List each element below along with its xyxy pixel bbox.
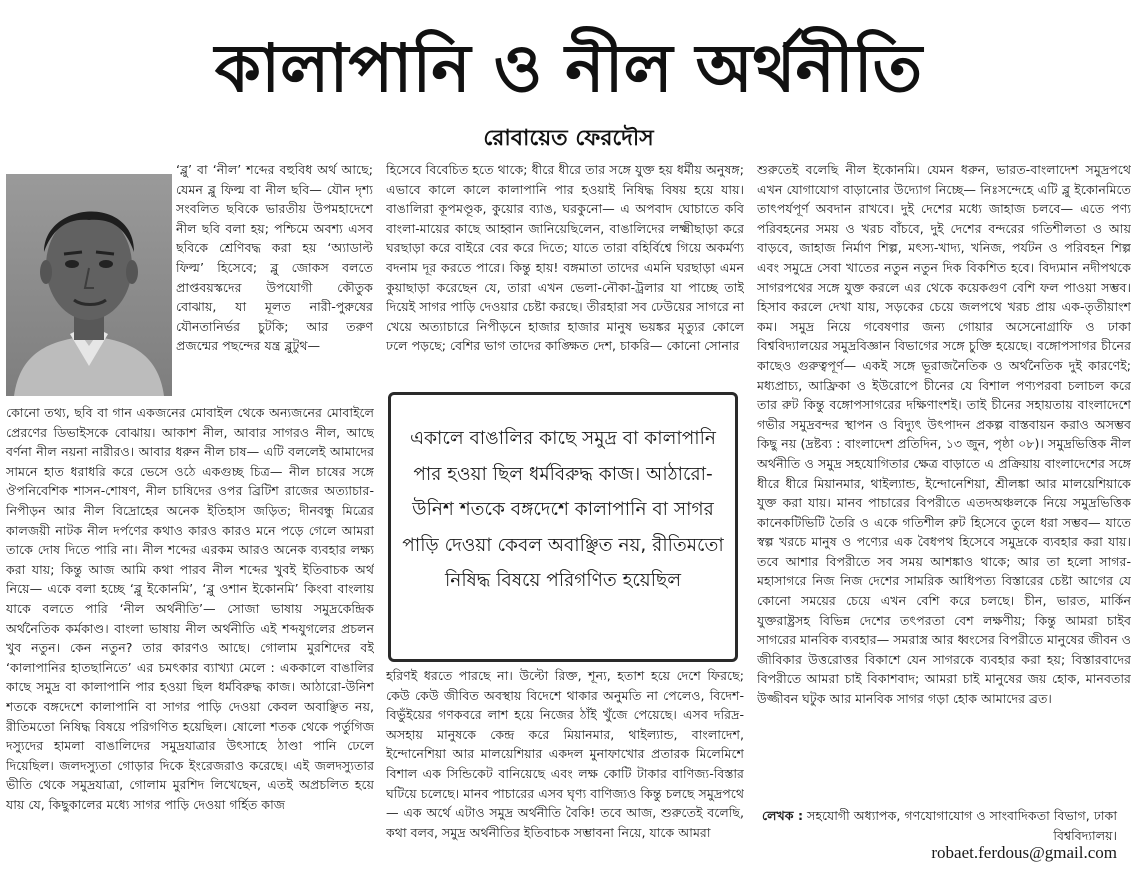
article-paragraph: কোনো তথ্য, ছবি বা গান একজনের মোবাইল থেকে অন্যজনের মোবাইলে প্রেরণের ডিভাইসকে বোঝায়। আকাশ নীল, আবার সাগরও নীল, আছে বর্ণনা নীল নয়না নারীরও। আবার ধরুন নীল চাষ— এটি বললেই আমাদের সামনে হাত ধরাধরি করে ভেসে ওঠে একগুচ্ছ চিত্র— নীল চাষের সঙ্গে ঔপনিবেশিক শাসন-শোষণ, নীল চাষিদের ওপর ব্রিটিশ রাজের অত্যাচার-নিপীড়ন আর নীল বিদ্রোহের অনেক ইতিহাস জড়িত; দীনবন্ধু মিত্রের কালজয়ী নাটক নীল দর্পণের কথাও কারও কারও মনে পড়ে গেলে আমরা তাকে দোষ দিতে পারি না। নীল শব্দের এরকম আরও অনেক ব্যবহার লক্ষ্য করা যায়; কিন্তু আজ আমি কথা পারব নীল শব্দের খুবই ইতিবাচক অর্থ নিয়ে— একে বলা হচ্ছে ‘ব্লু ইকোনমি’, ‘ব্লু ওশান ইকোনমি’ কিংবা বাংলায় যাকে বলতে পারি ‘নীল অর্থনীতি’— সোজা ভাষায় সমুদ্রকেন্দ্রিক অর্থনৈতিক কর্মকাণ্ড। বাংলা ভাষায় নীল অর্থনীতি এই শব্দযুগলের প্রচলন খুব নতুন। কেন নতুন? তার কারণও আছে। গোলাম মুরশিদের বই ‘কালাপানির হাতছানিতে’ এর চমৎকার ব্যাখ্যা মেলে : এককালে বাঙালির কাছে সমুদ্র বা কালাপানি পার হওয়া ছিল ধর্মবিরুদ্ধ কাজ। আঠারো-উনিশ শতকে বঙ্গদেশে কালাপানি বা সাগর পাড়ি দেওয়া কেবল অবাঞ্ছিত নয়, রীতিমতো নিষিদ্ধ বিষয়ে পরিগণিত হয়েছিল। ষোলো শতক থেকে পর্তুগিজ দস্যুদের হামলা বাঙালিদের সমুদ্রযাত্রার উৎসাহে ঠাণ্ডা পানি ঢেলে দিয়েছিল। জলদস্যুতা গোড়ার দিকে ইংরেজরাও করেছে। এই জলদস্যুতার ভীতি থেকে সমুদ্রযাত্রা, গোলাম মুরশিদ লিখেছেন, এতই অপ্রচলিত হয়ে যায় যে, কিছুকালের মধ্যে সাগর পাড়ি দেওয়া গর্হিত কাজ [6, 405, 374, 812]
article-column-2-top [386, 160, 744, 392]
pull-quote-box [388, 392, 738, 662]
author-photo [6, 174, 172, 396]
article-column-1-bottom [6, 403, 374, 873]
article-paragraph: ‘ব্লু’ বা ‘নীল’ শব্দের বহুবিধ অর্থ আছে; যেমন ব্লু ফিল্ম বা নীল ছবি— যৌন দৃশ্য সংবলিত ছবিকে ভারতীয় উপমহাদেশে নীল ছবি বলা হয়; পশ্চিমে অবশ্য এসব ছবিকে শ্রেণিবদ্ধ করা হয় ‘অ্যাডাল্ট ফিল্ম’ হিসেবে; ব্লু জোকস বলতে প্রাপ্তবয়স্কদের উপযোগী কৌতুক বোঝায়, যা মূলত নারী-পুরুষের যৌনতানির্ভর চুটকি; আর তরুণ প্রজন্মের পছন্দের যন্ত্র ব্লুটুথ— [176, 162, 373, 354]
article-paragraph: শুরুতেই বলেছি নীল ইকোনমি। যেমন ধরুন, ভারত-বাংলাদেশ সমুদ্রপথে এখন যোগাযোগ বাড়ানোর উদ্যোগ নিচ্ছে— নিঃসন্দেহে এটি ব্লু ইকোনমিতে তাৎপর্যপূর্ণ অবদান রাখবে। দুই দেশের মধ্যে জাহাজ চলবে— এতে পণ্য পরিবহনের সময় ও খরচ বাঁচবে, দুই দেশের বন্দরের গতিশীলতা ও আয় বাড়বে, জাহাজ নির্মাণ শিল্প, মৎস্য-খাদ্য, খনিজ, পর্যটন ও পরিবহন শিল্প এবং সমুদ্রে সেবা খাতের নতুন নতুন দিক বিকশিত হবে। বিদ্যমান নদীপথকে সাগরপথের সঙ্গে যুক্ত করলে এর থেকে কয়েকগুণ বেশি ফল পাওয়া সম্ভব। হিসাব করলে দেখা যায়, সড়কের চেয়ে জলপথে খরচ প্রায় এক-তৃতীয়াংশ কম। সমুদ্র নিয়ে গবেষণার জন্য গোয়ার অসেনোগ্রাফি ও ঢাকা বিশ্ববিদ্যালয়ের সমুদ্রবিজ্ঞান বিভাগের সঙ্গে চুক্তি হয়েছে। বঙ্গোপসাগর চীনের কাছেও গুরুত্বপূর্ণ— একই সঙ্গে ভূরাজনৈতিক ও অর্থনৈতিক দুই কারণেই; মধ্যপ্রাচ্য, আফ্রিকা ও ইউরোপে চীনের যে বিশাল পণ্যপরবা চলাচল করে তার রুট কিন্তু বঙ্গোপসাগরের দক্ষিণাংশই। তাই চীনের সহায়তায় বাংলাদেশে গভীর সমুদ্রবন্দর স্থাপন ও বিদ্যুৎ উৎপাদন প্রকল্প বাস্তবায়ন করাও অসম্ভব কিছু নয় (দ্রষ্টব্য : বাংলাদেশ প্রতিদিন, ১৩ জুন, পৃষ্ঠা ০৮)। সমুদ্রভিত্তিক নীল অর্থনীতি ও সমুদ্র সহযোগিতার ক্ষেত্র বাড়াতে এ প্রক্রিয়ায় বাংলাদেশের সঙ্গে ধীরে ধীরে মিয়ানমার, থাইল্যান্ড, ইন্দোনেশিয়া, শ্রীলঙ্কা আর মালয়েশিয়াকে যুক্ত করা যায়। মানব পাচারের বিপরীতে এতদঅঞ্চলকে নিয়ে সমুদ্রভিত্তিক কানেকটিভিটি তৈরি ও একে গতিশীল রুট হিসেবে তুলে ধরা সম্ভব— যাতে স্বল্প খরচে মানুষ ও পণ্যের এক বৈধপথ হিসেবে সমুদ্রকে ব্যবহার করা যায়। তবে আশার বিপরীতে সব সময় আশঙ্কাও থাকে; আর তা হলো সাগর-মহাসাগরে নিজ নিজ দেশের সামরিক আধিপত্য বিস্তারের চেষ্টা আগের যে কোনো সময়ের চেয়ে এখন বেশি করে চলছে। চীন, ভারত, মার্কিন যুক্তরাষ্ট্রসহ বিভিন্ন দেশের তৎপরতা বেশ লক্ষণীয়; কিন্তু আমরা চাইব সাগরের মানবিক ব্যবহার— সমরাস্ত্র আর ধ্বংসের বিপরীতে মানুষের জীবন ও জীবিকার উত্তরোত্তর বিকাশে যেন সাগরকে ব্যবহার করা হয়; বিস্তারবাদের বিপরীতে আমরা চাই বিকাশবাদ; আমরা চাই মানুষের জয় হোক, মানবতার উজ্জীবন ঘটুক আর মানবিক সাগর গড়া হোক আমাদের ব্রত। [757, 162, 1131, 707]
author-email[interactable]: robaet.ferdous@gmail.com [931, 843, 1117, 862]
article-column-1-top [176, 160, 373, 404]
author-credit [757, 806, 1117, 845]
article-title: কালাপানি ও নীল অর্থনীতি [214, 30, 923, 107]
pull-quote: একালে বাঙালির কাছে সমুদ্র বা কালাপানি পার হওয়া ছিল ধর্মবিরুদ্ধ কাজ। আঠারো-উনিশ শতকে বঙ্গদেশে কালাপানি বা সাগর পাড়ি দেওয়া কেবল অবাঞ্ছিত নয়, রীতিমতো নিষিদ্ধ বিষয়ে পরিগণিত হয়েছিল [402, 428, 724, 591]
article-column-2-bottom [386, 666, 744, 873]
credit-text: সহযোগী অধ্যাপক, গণযোগাযোগ ও সাংবাদিকতা বিভাগ, ঢাকা বিশ্ববিদ্যালয়। [807, 808, 1117, 843]
article-paragraph: হিসেবে বিবেচিত হতে থাকে; ধীরে ধীরে তার সঙ্গে যুক্ত হয় ধর্মীয় অনুষঙ্গ; এভাবে কালে কালে কালাপানি পার হওয়াই নিষিদ্ধ বিষয় হয়ে যায়। বাঙালিরা কূপমণ্ডূক, কুয়োর ব্যাঙ, ঘরকুনো— এ অপবাদ ঘোচাতে কবি বাংলা-মায়ের কাছে আহ্বান জানিয়েছিলেন, বাঙালিদের লক্ষ্মীছাড়া করে ঘরছাড়া করে বাইরে বের করে দিতে; যাতে তারা বহির্বিশ্বে গিয়ে অকর্মণ্য বদনাম দূর করতে পারে। কিন্তু হায়! বঙ্গমাতা তাদের এমনি ঘরছাড়া এমন কুয়াছাড়া করেছেন যে, তারা এখন ভেলা-নৌকা-ট্রলার যা পাচ্ছে তাই দিয়েই সাগর পাড়ি দেওয়ার চেষ্টা করছে। তীরহারা সব ঢেউয়ের সাগরে না খেয়ে অত্যাচারে নিপীড়নে হাজার হাজার মানুষ ভয়ঙ্কর মৃত্যুর কোলে ঢলে পড়ছে; বেশির ভাগ তাদের কাঙ্ক্ষিত দেশ, চাকরি— কোনো সোনার [386, 162, 744, 354]
article-paragraph: হরিণই ধরতে পারছে না। উল্টো রিক্ত, শূন্য, হতাশ হয়ে দেশে ফিরছে; কেউ কেউ জীবিত অবস্থায় বিদেশে থাকার অনুমতি না পেলেও, বিদেশ-বিভুঁইয়ের গণকবরে লাশ হয়ে নিজের ঠাঁই খুঁজে পেয়েছে। এসব দরিদ্র-অসহায় মানুষকে কেন্দ্র করে মিয়ানমার, থাইল্যান্ড, বাংলাদেশ, ইন্দোনেশিয়া আর মালয়েশিয়ার একদল মুনাফাখোর প্রতারক মিলেমিশে বিশাল এক সিন্ডিকেট বানিয়েছে এবং লক্ষ কোটি টাকার বাণিজ্য-বিস্তার ঘটিয়ে চলেছে। মানব পাচারের এসব ঘৃণ্য বাণিজ্যও কিন্তু চলছে সমুদ্রপথে— এক অর্থে এটাও সমুদ্র অর্থনীতি বৈকি! তবে আজ, শুরুতেই বলেছি, কথা বলব, সমুদ্র অর্থনীতির ইতিবাচক সম্ভাবনা নিয়ে, যাকে আমরা [386, 668, 744, 840]
author-portrait-icon [6, 174, 172, 396]
credit-label: লেখক : [762, 808, 803, 823]
article-byline: রোবায়েত ফেরদৌস [483, 126, 654, 151]
article-column-3 [757, 160, 1131, 800]
